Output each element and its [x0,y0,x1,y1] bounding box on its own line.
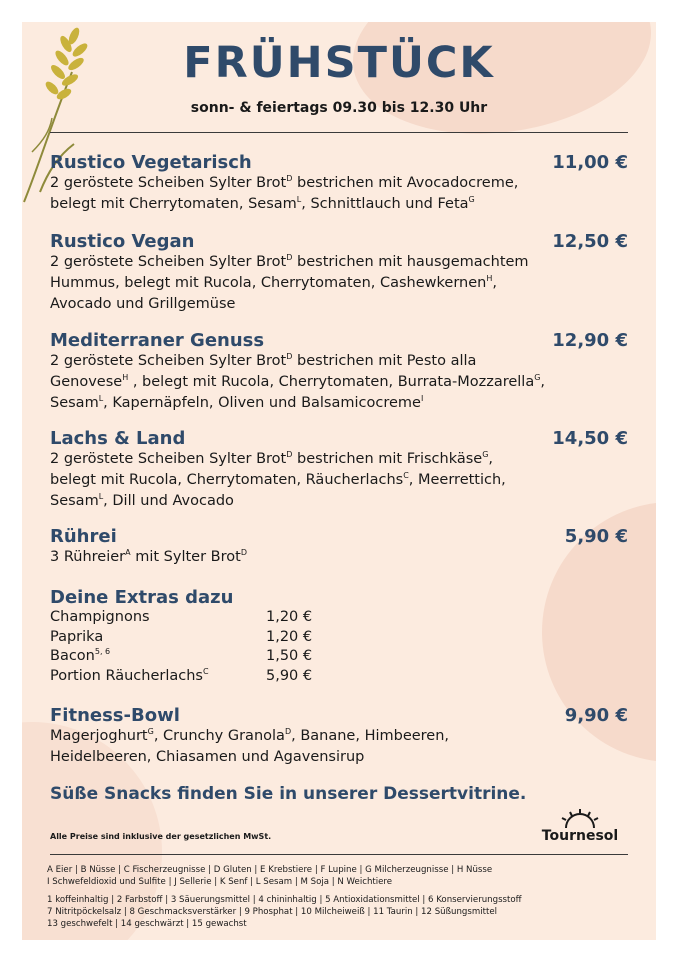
item-price: 9,90 € [564,705,628,726]
item-price: 12,50 € [552,231,628,252]
opening-hours: sonn- & feiertags 09.30 bis 12.30 Uhr [190,100,488,116]
extra-row [50,647,628,667]
description-line: Hummus, belegt mit Rucola, Cherrytomaten, Cashewkernen$^H$, [50,274,497,291]
extra-name: Paprika [50,628,104,645]
sun-icon [532,808,628,830]
item-price: 5,90 € [564,526,628,547]
description-line: Genovese$^H$ , belegt mit Rucola, Cherrytomaten, Burrata-Mozzarella$^G$, [50,373,546,390]
item-description [50,547,628,568]
description-line: belegt mit Rucola, Cherrytomaten, Räucherlachs$^C$, Meerrettich, [50,471,506,488]
description-line: 2 geröstete Scheiben Sylter Brot$^D$ bestrichen mit Avocadocreme, [50,174,519,191]
item-description [50,449,628,512]
extra-name: Champignons [50,609,150,625]
item-name: Rustico Vegetarisch [50,152,252,173]
description-line: Sesam$^L$, Kapernäpfeln, Oliven und Balsamicocreme$^I$ [50,394,424,411]
description-line: belegt mit Cherrytomaten, Sesam$^L$, Schnittlauch und Feta$^G$ [50,195,475,212]
item-price: 11,00 € [552,152,628,173]
legend-line: 7 Nitritpöckelsalz | 8 Geschmacksverstärker | 9 Phosphat | 10 Milcheiweiß | 11 Taurin | 12 Süßungsmittel [47,907,498,917]
menu-item [50,705,628,768]
description-line: Avocado und Grillgemüse [50,296,236,312]
menu-item [50,526,628,568]
legend-line: 1 koffeinhaltig | 2 Farbstoff | 3 Säuerungsmittel | 4 chininhaltig | 5 Antioxidationsmittel | 6 Konservierungsstoff [47,895,522,905]
legend-line: A Eier | B Nüsse | C Fischerzeugnisse | D Gluten | E Krebstiere | F Lupine | G Milcherzeugnisse | H Nüsse [47,865,493,875]
description-line: Sesam$^L$, Dill und Avocado [50,492,234,509]
divider [50,132,628,133]
page-title: FRÜHSTÜCK [183,38,495,88]
extra-name: Bacon$^{5, 6}$ [50,647,111,664]
item-name: Lachs & Land [50,428,186,449]
menu-item [50,428,628,512]
extra-price: 1,20 € [266,609,313,625]
menu-item [50,231,628,315]
dessert-note: Süße Snacks finden Sie in unserer Dessertvitrine. [50,784,527,804]
item-price: 12,90 € [552,330,628,351]
extra-price: 1,50 € [266,648,313,664]
description-line: Heidelbeeren, Chiasamen und Agavensirup [50,749,365,765]
item-description [50,173,628,215]
tax-note: Alle Preise sind inklusive der gesetzlichen MwSt. [50,832,272,841]
extras-section [50,587,628,686]
item-name: Rührei [50,526,117,547]
extra-row [50,667,628,687]
extra-price: 5,90 € [266,667,313,684]
extras-title: Deine Extras dazu [50,587,234,608]
divider [50,854,628,855]
legend-line: 13 geschwefelt | 14 geschwärzt | 15 gewachst [47,919,247,929]
item-description [50,726,628,768]
description-line: 2 geröstete Scheiben Sylter Brot$^D$ bestrichen mit Frischkäse$^G$, [50,450,494,467]
item-description [50,351,628,414]
extra-row [50,628,628,648]
allergen-legend [47,864,637,888]
description-line: 3 Rühreier$^A$ mit Sylter Brot$^D$ [50,548,247,565]
menu-page [22,22,656,940]
item-price: 14,50 € [552,428,628,449]
menu-item [50,330,628,414]
item-name: Rustico Vegan [50,231,195,252]
description-line: 2 geröstete Scheiben Sylter Brot$^D$ bestrichen mit hausgemachtem [50,253,529,270]
additive-legend [47,894,637,930]
extra-name: Portion Räucherlachs$^C$ [50,666,209,684]
extra-price: 1,20 € [266,628,313,645]
brand-name: Tournesol [541,828,619,844]
item-name: Mediterraner Genuss [50,330,265,351]
legend-line: I Schwefeldioxid und Sulfite | J Sellerie | K Senf | L Sesam | M Soja | N Weichtiere [47,877,393,887]
description-line: Magerjoghurt$^G$, Crunchy Granola$^D$, Banane, Himbeeren, [50,727,450,744]
extra-row [50,608,628,628]
item-name: Fitness-Bowl [50,705,180,726]
menu-item [50,152,628,215]
description-line: 2 geröstete Scheiben Sylter Brot$^D$ bestrichen mit Pesto alla [50,352,477,369]
brand-logo [532,808,628,848]
item-description [50,252,628,315]
